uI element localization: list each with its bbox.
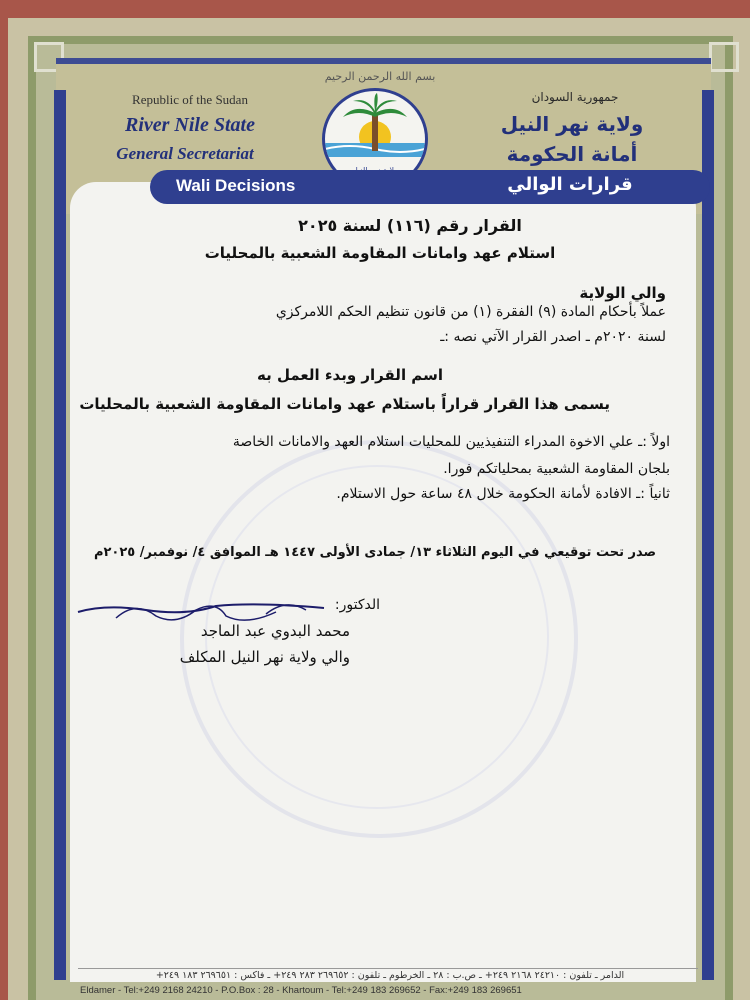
footer-divider bbox=[78, 968, 698, 969]
section-text: يسمى هذا القرار قراراً باستلام عهد وامانات المقاومة الشعبية بالمحليات bbox=[79, 395, 610, 413]
footer-contact-ar: الدامر ـ تلفون : ٢٤٢١٠ ٢١٦٨ ٢٤٩+ ـ ص.ب : ٢٨ ـ الخرطوم ـ تلفون : ٢٦٩٦٥٢ ٢٨٣ ٢٤٩+ ـ فاكس : ٢٦٩٦٥١ ١٨٣ ٢٤٩+ bbox=[155, 970, 625, 981]
header-secretariat-en: General Secretariat bbox=[116, 144, 254, 163]
decision-subject: استلام عهد وامانات المقاومة الشعبية بالمحليات bbox=[204, 244, 556, 262]
footer-contact-en: Eldamer - Tel:+249 2168 24210 - P.O.Box : 28 - Khartoum - Tel:+249 183 269652 - Fax:+249 183 269651 bbox=[80, 985, 522, 996]
preamble-line-2: لسنة ٢٠٢٠م ـ اصدر القرار الآتي نصه :ـ bbox=[440, 329, 666, 345]
preamble-line-1: عملاً بأحكام المادة (٩) الفقرة (١) من قانون تنظيم الحكم اللامركزي bbox=[275, 304, 666, 320]
wali-decisions-en: Wali Decisions bbox=[176, 176, 296, 195]
doctor-label: الدكتور: bbox=[334, 597, 380, 613]
header-republic-ar: جمهورية السودان bbox=[531, 90, 619, 104]
corner-ornament-right bbox=[709, 42, 739, 72]
header-state-ar: ولاية نهر النيل bbox=[500, 112, 644, 136]
decision-number: القرار رقم (١١٦) لسنة ٢٠٢٥ bbox=[298, 216, 522, 235]
section-title: اسم القرار وبدء العمل به bbox=[257, 366, 443, 384]
issued-date-line: صدر تحت توقيعي في اليوم الثلاثاء ١٣/ جمادى الأولى ١٤٤٧ هـ الموافق ٤/ نوفمبر/ ٢٠٢٥م bbox=[93, 545, 657, 560]
issuer-heading: والي الولاية bbox=[579, 284, 666, 302]
wali-decisions-ar: قرارات الوالي bbox=[507, 174, 633, 195]
left-blue-border bbox=[54, 90, 66, 980]
bismillah-calligraphy: بسم الله الرحمن الرحيم bbox=[324, 70, 436, 83]
right-blue-border bbox=[702, 90, 714, 980]
header-state-en: River Nile State bbox=[125, 114, 255, 136]
signatory-title: والي ولاية نهر النيل المكلف bbox=[179, 648, 350, 666]
clause-first-line-2: بلجان المقاومة الشعبية بمحلياتكم فورا. bbox=[443, 461, 670, 477]
header-secretariat-ar: أمانة الحكومة bbox=[506, 142, 638, 166]
clause-first-line-1: اولاً :ـ علي الاخوة المدراء التنفيذيين للمحليات استلام العهد والامانات الخاصة bbox=[232, 434, 670, 450]
header-republic-en: Republic of the Sudan bbox=[132, 92, 248, 107]
clause-second: ثانياً :ـ الافادة لأمانة الحكومة خلال ٤٨ ساعة حول الاستلام. bbox=[336, 486, 670, 502]
signatory-name: محمد البدوي عبد الماجد bbox=[200, 622, 350, 640]
